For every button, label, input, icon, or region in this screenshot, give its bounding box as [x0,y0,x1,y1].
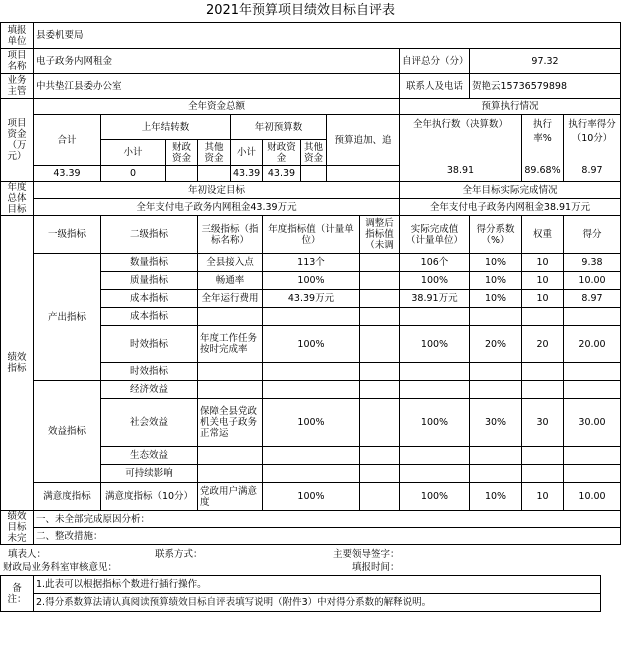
unit-label: 填报单位 [1,23,34,49]
indicator-l2: 成本指标 [101,308,198,326]
indicator-weight: 20 [522,326,564,363]
funds-row-label: 项目资金（万元） [1,99,34,182]
indicator-coef: 10% [470,290,522,308]
funds-adjust-col: 预算追加、追 [327,115,400,166]
funds-exec-col: 全年执行数（决算数） [412,118,508,130]
funds-score-value: 8.97 [581,164,603,176]
project-row [1,49,621,74]
summary-measures: 二、整改措施： [34,528,621,545]
goals-header-row [1,182,621,199]
header-weight: 权重 [522,216,564,254]
funds-score-col: 执行率得分（10分） [568,118,616,144]
page-title: 2021年预算项目绩效目标自评表 [205,3,396,18]
indicator-target: 100% [263,326,360,363]
indicator-score: 9.38 [564,254,621,272]
indicator-l3: 党政用户满意度 [198,483,263,511]
indicator-actual: 100% [400,326,470,363]
indicator-target: 100% [263,399,360,447]
funds-initial-col: 年初预算数 [231,115,327,140]
notes-table [0,575,601,612]
note-2: 2.得分系数算法请认真阅读预算绩效目标自评表填写说明（附件3）中对得分系数的解释说明。 [34,594,601,612]
funds-carry-col: 上年结转数 [101,115,231,140]
footer [0,545,601,612]
indicator-l3: 全县接入点 [198,254,263,272]
project-name: 电子政务内网租金 [34,49,400,74]
indicator-row [1,483,621,511]
funds-header-row [1,99,621,115]
indicator-l2: 生态效益 [101,447,198,465]
header-actual: 实际完成值（计量单位） [400,216,470,254]
unit-value: 县委机要局 [34,23,621,49]
funds-subheader-row [1,115,621,140]
indicator-l2: 时效指标 [101,363,198,381]
indicator-score: 8.97 [564,290,621,308]
funds-exec-value: 38.91 [446,164,475,176]
init-fiscal-col: 财政资金 [263,140,301,166]
funds-total-header: 全年资金总额 [34,99,400,115]
indicator-actual: 100% [400,399,470,447]
carry-subtotal-value: 0 [101,166,166,182]
indicator-target: 43.39万元 [263,290,360,308]
indicator-weight: 10 [522,290,564,308]
indicator-weight: 10 [522,483,564,511]
output-indicator-label: 产出指标 [34,254,101,381]
indicator-row [1,254,621,272]
contact-value: 贺艳云15736579898 [470,74,621,99]
funds-exec-header: 预算执行情况 [400,99,621,115]
funds-exec-cell [400,115,522,182]
indicator-l2: 满意度指标（10分） [101,483,198,511]
indicator-l2: 质量指标 [101,272,198,290]
indicator-target: 113个 [263,254,360,272]
indicator-actual: 100% [400,483,470,511]
contact-label: 联系人及电话 [400,74,470,99]
goals-row-label: 年度总体目标 [1,182,34,216]
satisfaction-indicator-label: 满意度指标 [34,483,101,511]
indicator-l2: 可持续影响 [101,465,198,483]
filler-label: 填表人： [8,549,47,560]
indicator-l2: 经济效益 [101,381,198,399]
indicator-coef: 10% [470,272,522,290]
init-other-col: 其他资金 [301,140,327,166]
indicator-score: 20.00 [564,326,621,363]
indicator-l2: 成本指标 [101,290,198,308]
indicator-l3: 保障全县党政机关电子政务正常运 [198,399,263,447]
summary-row [1,528,621,545]
header-adjusted: 调整后指标值（未调 [360,216,400,254]
header-score: 得分 [564,216,621,254]
indicator-target: 100% [263,272,360,290]
goals-actual-header: 全年目标实际完成情况 [400,182,621,199]
finance-review-label: 财政局业务科室审核意见： [3,562,118,573]
indicator-actual: 100% [400,272,470,290]
indicator-row [1,381,621,399]
benefit-indicator-label: 效益指标 [34,381,101,483]
goals-initial-header: 年初设定目标 [34,182,400,199]
project-name-label: 项目名称 [1,49,34,74]
summary-label: 绩效目标未完 [1,511,34,545]
indicator-header-row [1,216,621,254]
unit-row [1,23,621,49]
evaluation-table [0,22,621,545]
dept-row [1,74,621,99]
goals-initial: 全年支付电子政务内网租金43.39万元 [34,199,400,216]
contact-method-label: 联系方式： [155,549,203,560]
funds-total-value: 43.39 [34,166,101,182]
leader-signature-label: 主要领导签字： [333,549,400,560]
indicator-score: 30.00 [564,399,621,447]
funds-rate-cell [522,115,564,182]
funds-rate-col: 执行率% [532,118,552,144]
summary-row [1,511,621,528]
indicator-weight: 30 [522,399,564,447]
funds-rate-value: 89.68% [524,164,561,176]
indicator-l2: 时效指标 [101,326,198,363]
carry-fiscal-col: 财政资金 [166,140,198,166]
header-coef: 得分系数（%） [470,216,522,254]
indicator-weight: 10 [522,254,564,272]
dept-value: 中共垫江县委办公室 [34,74,400,99]
score-label: 自评总分（分） [400,49,470,74]
footer-line-1 [0,545,601,559]
header-l3: 三级指标（指标名称） [198,216,263,254]
indicator-l3: 畅通率 [198,272,263,290]
summary-reason: 一、未全部完成原因分析： [34,511,621,528]
note-1: 1.此表可以根据指标个数进行插行操作。 [34,576,601,594]
indicator-coef: 30% [470,399,522,447]
indicators-group-label: 绩效指标 [1,216,34,511]
footer-line-2 [0,559,601,573]
header-l2: 二级指标 [101,216,198,254]
dept-label: 业务主管 [1,74,34,99]
init-fiscal-value: 43.39 [263,166,301,182]
indicator-coef: 20% [470,326,522,363]
indicator-l3: 年度工作任务按时完成率 [198,326,263,363]
init-subtotal-col: 小计 [231,140,263,166]
funds-total-col: 合计 [34,115,101,166]
header-target: 年度指标值（计量单位） [263,216,360,254]
header-l1: 一级指标 [34,216,101,254]
carry-subtotal-col: 小计 [101,140,166,166]
indicator-l2: 社会效益 [101,399,198,447]
goals-actual: 全年支付电子政务内网租金38.91万元 [400,199,621,216]
goals-row [1,199,621,216]
indicator-l2: 数量指标 [101,254,198,272]
indicator-target: 100% [263,483,360,511]
indicator-coef: 10% [470,254,522,272]
carry-other-col: 其他资金 [198,140,231,166]
date-label: 填报时间： [352,562,400,573]
indicator-coef: 10% [470,483,522,511]
funds-score-cell [564,115,621,182]
indicator-actual: 106个 [400,254,470,272]
indicator-actual: 38.91万元 [400,290,470,308]
notes-label: 备注： [1,576,34,612]
init-subtotal-value: 43.39 [231,166,263,182]
indicator-score: 10.00 [564,272,621,290]
indicator-weight: 10 [522,272,564,290]
total-score: 97.32 [470,49,621,74]
indicator-score: 10.00 [564,483,621,511]
indicator-l3: 全年运行费用 [198,290,263,308]
